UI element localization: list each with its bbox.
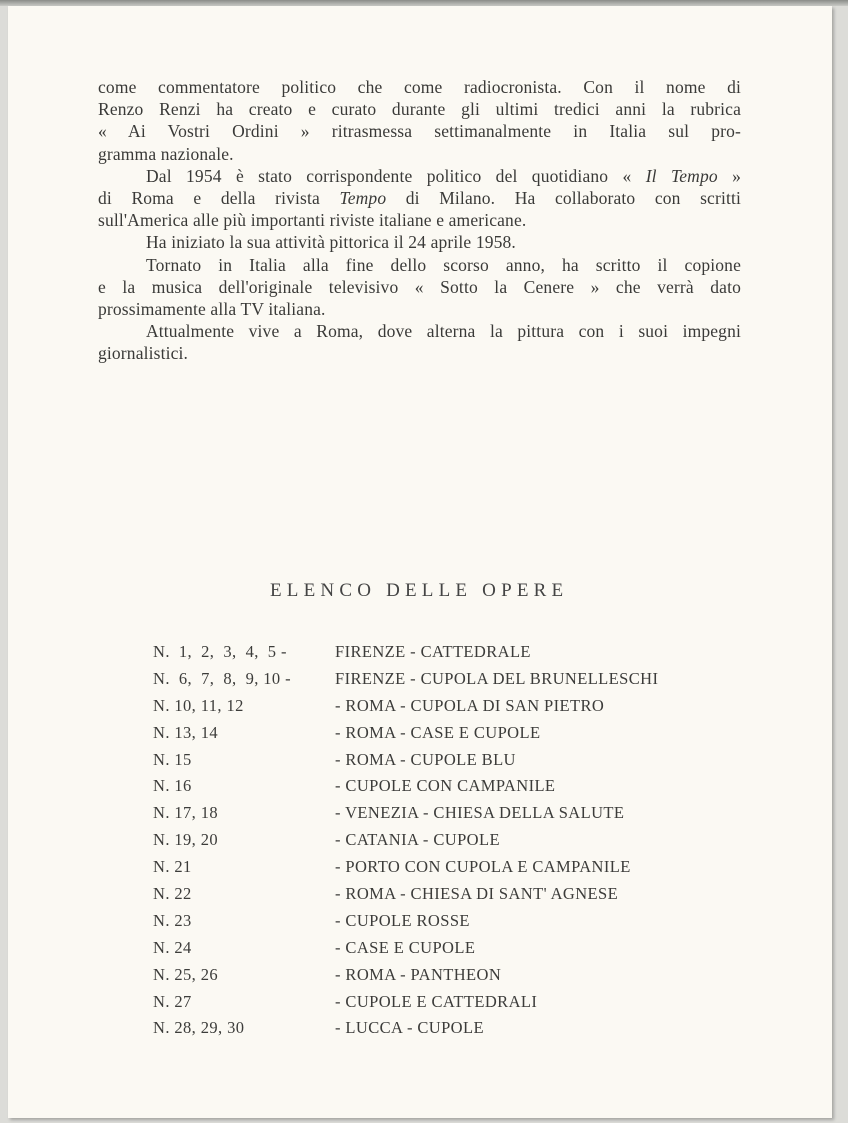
work-title: - CUPOLE CON CAMPANILE xyxy=(335,776,556,796)
work-numbers: N. 19, 20 xyxy=(153,830,219,850)
biography-line: sull'America alle più importanti riviste italiane e americane. xyxy=(98,210,527,231)
work-item xyxy=(145,938,765,965)
work-numbers: N. 13, 14 xyxy=(153,722,219,742)
works-list xyxy=(145,642,765,1045)
work-item xyxy=(145,965,765,992)
work-item xyxy=(145,776,765,803)
work-item xyxy=(145,857,765,884)
work-numbers: N. 24 xyxy=(153,937,192,957)
work-title: - ROMA - CASE E CUPOLE xyxy=(335,722,541,742)
section-title: ELENCO DELLE OPERE xyxy=(270,580,569,601)
work-title: - PORTO CON CUPOLA E CAMPANILE xyxy=(335,857,631,877)
work-item xyxy=(145,669,765,696)
work-item xyxy=(145,992,765,1019)
work-numbers: N. 10, 11, 12 xyxy=(153,695,244,715)
document-page xyxy=(8,6,832,1118)
work-item xyxy=(145,884,765,911)
work-numbers: N. 23 xyxy=(153,910,192,930)
work-title: - ROMA - CUPOLE BLU xyxy=(335,749,516,769)
biography-line: Ha iniziato la sua attività pittorica il 24 aprile 1958. xyxy=(146,232,516,253)
biography-text xyxy=(98,76,741,365)
biography-line: giornalistici. xyxy=(98,343,189,364)
biography-line: prossimamente alla TV italiana. xyxy=(98,299,326,320)
work-item xyxy=(145,723,765,750)
biography-line: Dal 1954 è stato corrispondente politico del quotidiano « Il Tempo » xyxy=(146,165,741,186)
biography-line: Tornato in Italia alla fine dello scorso anno, ha scritto il copione xyxy=(146,254,741,275)
work-numbers: N. 25, 26 xyxy=(153,964,219,984)
work-title: - ROMA - CUPOLA DI SAN PIETRO xyxy=(335,695,605,715)
work-numbers: N. 27 xyxy=(153,991,192,1011)
work-numbers: N. 21 xyxy=(153,857,192,877)
biography-line: Attualmente vive a Roma, dove alterna la pittura con i suoi impegni xyxy=(146,321,741,342)
work-numbers: N. 1, 2, 3, 4, 5 - xyxy=(153,642,287,661)
work-title: - VENEZIA - CHIESA DELLA SALUTE xyxy=(335,803,625,823)
work-numbers: N. 17, 18 xyxy=(153,803,219,823)
work-title: - LUCCA - CUPOLE xyxy=(335,1018,484,1038)
work-item xyxy=(145,911,765,938)
work-numbers: N. 28, 29, 30 xyxy=(153,1018,245,1038)
biography-line: come commentatore politico che come radiocronista. Con il nome di xyxy=(98,77,741,97)
biography-line: di Roma e della rivista Tempo di Milano. Ha collaborato con scritti xyxy=(98,188,741,209)
work-item xyxy=(145,1018,765,1045)
work-title: - ROMA - CHIESA DI SANT' AGNESE xyxy=(335,884,619,904)
work-item xyxy=(145,642,765,669)
work-item xyxy=(145,696,765,723)
work-title: - CUPOLE ROSSE xyxy=(335,910,470,930)
work-title: - CUPOLE E CATTEDRALI xyxy=(335,991,538,1011)
work-title: FIRENZE - CUPOLA DEL BRUNELLESCHI xyxy=(335,668,659,688)
work-numbers: N. 15 xyxy=(153,749,192,769)
work-title: - CASE E CUPOLE xyxy=(335,937,476,957)
work-numbers: N. 16 xyxy=(153,776,192,796)
biography-line: gramma nazionale. xyxy=(98,143,234,164)
work-item xyxy=(145,830,765,857)
biography-line: « Ai Vostri Ordini » ritrasmessa settimanalmente in Italia sul pro- xyxy=(98,121,741,142)
work-numbers: N. 22 xyxy=(153,884,192,904)
work-title: - ROMA - PANTHEON xyxy=(335,964,502,984)
work-item xyxy=(145,750,765,777)
biography-line: Renzo Renzi ha creato e curato durante gli ultimi tredici anni la rubrica xyxy=(98,99,741,120)
work-title: - CATANIA - CUPOLE xyxy=(335,830,500,850)
work-numbers: N. 6, 7, 8, 9, 10 - xyxy=(153,668,291,688)
work-title: FIRENZE - CATTEDRALE xyxy=(335,642,531,661)
work-item xyxy=(145,803,765,830)
biography-line: e la musica dell'originale televisivo « Sotto la Cenere » che verrà dato xyxy=(98,276,741,297)
